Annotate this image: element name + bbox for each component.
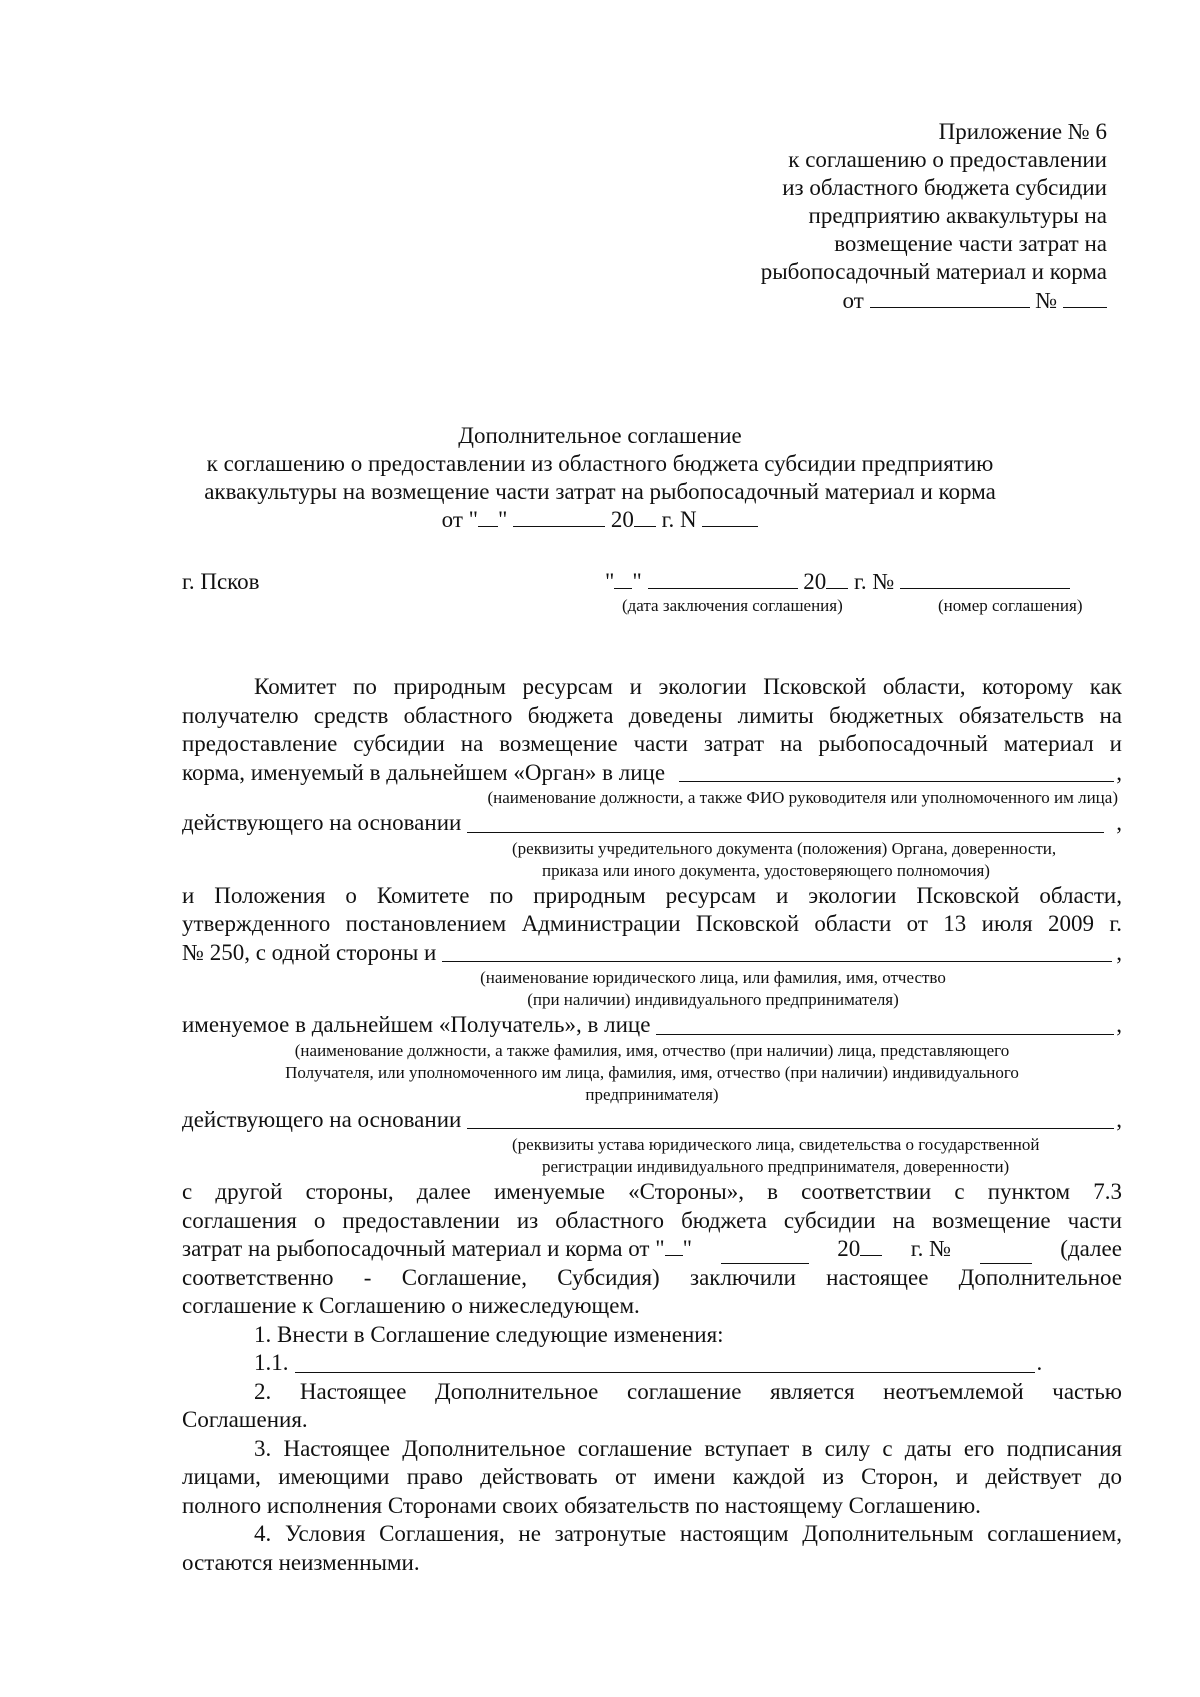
number-blank [1063,286,1107,308]
body-line: и Положения о Комитете по природным ресурсам и экологии Псковской области, [182,882,1122,908]
body-line: действующего на основании , [182,1106,1122,1132]
item-1-1: 1.1. . [254,1350,1043,1375]
number-caption: (номер соглашения) [938,596,1083,615]
document-title [0,422,1200,534]
body-line: соглашение к Соглашению о нижеследующем. [182,1293,640,1318]
fill-blank [679,780,1114,782]
caption: регистрации индивидуального предпринимателя, доверенности) [542,1157,1010,1176]
city: г. Псков [182,569,260,594]
caption: (при наличии) индивидуального предпринимателя) [527,990,899,1009]
item-3-cont: полного исполнения Сторонами своих обязательств по настоящему Соглашению. [182,1492,981,1518]
item-4-cont: остаются неизменными. [182,1549,420,1575]
body-line: с другой стороны, далее именуемые «Стороны», в соответствии с пунктом 7.3 [182,1179,1122,1204]
year-blank [860,1237,882,1256]
year-blank [826,570,848,589]
body-line: получателю средств областного бюджета доведены лимиты бюджетных обязательств на [182,702,1122,728]
caption: (наименование юридического лица, или фамилия, имя, отчество [480,968,946,987]
attachment-header [761,118,1107,315]
fill-blank [442,960,1112,962]
title-date-line: от " " 20 г. N [0,506,1200,534]
fill-blank [656,1033,1114,1035]
body-line: соглашения о предоставлении из областного бюджета субсидии на возмещение части [182,1207,1122,1233]
year-blank [634,508,656,527]
day-blank [478,508,498,527]
month-blank [648,570,798,589]
attachment-line: Приложение № 6 [938,119,1107,144]
item-3-cont: лицами, имеющими право действовать от имени каждой из Сторон, и действует до [182,1464,1122,1489]
month-blank [721,1245,809,1264]
caption: (реквизиты устава юридического лица, свидетельства о государственной [512,1135,1040,1154]
body-line: корма, именуемый в дальнейшем «Орган» в лице , [182,759,1122,785]
caption: (реквизиты учредительного документа (положения) Органа, доверенности, [512,838,1057,858]
item-3: 3. Настоящее Дополнительное соглашение вступает в силу с даты его подписания [254,1435,1122,1461]
body-line: предоставление субсидии на возмещение части затрат на рыбопосадочный материал и [182,731,1122,756]
item-2: 2. Настоящее Дополнительное соглашение является неотъемлемой частью [254,1378,1122,1404]
attachment-line: возмещение части затрат на [834,231,1107,256]
body-line: утвержденного постановлением Администрации Псковской области от 13 июля 2009 г. [182,911,1122,936]
fill-blank [467,831,1104,833]
date-caption: (дата заключения соглашения) [622,596,843,615]
item-4: 4. Условия Соглашения, не затронутые настоящим Дополнительным соглашением, [254,1521,1122,1546]
body-line: соответственно - Соглашение, Субсидия) заключили настоящее Дополнительное [182,1264,1122,1290]
body-line: затрат на рыбопосадочный материал и корма от " " 20 г. № (далее [182,1235,1122,1264]
number-blank [900,570,1070,589]
caption: приказа или иного документа, удостоверяющего полномочия) [542,860,990,880]
caption: Получателя, или уполномоченного им лица, фамилия, имя, отчество (при наличии) индивидуального [285,1062,1019,1082]
title-line: к соглашению о предоставлении из областного бюджета субсидии предприятию [206,451,994,476]
attachment-date-number [761,286,1107,315]
number-blank [980,1245,1032,1264]
day-blank [665,1237,683,1256]
body-line: № 250, с одной стороны и , [182,939,1122,965]
number-label: № [1035,288,1058,313]
body-line: именуемое в дальнейшем «Получатель», в лице , [182,1012,1122,1037]
item-2-cont: Соглашения. [182,1407,308,1432]
from-label: от [842,288,864,313]
day-blank [614,570,632,589]
fill-blank [467,1127,1114,1129]
fill-blank [295,1371,1035,1373]
number-blank [702,508,758,527]
agreement-date-line: " " 20 г. № [605,569,1120,595]
attachment-line: из областного бюджета субсидии [782,175,1107,200]
month-blank [513,508,605,527]
caption: (наименование должности, а также фамилия, имя, отчество (при наличии) лица, представляющего [294,1040,1010,1060]
title-line: Дополнительное соглашение [458,423,742,448]
title-line: аквакультуры на возмещение части затрат на рыбопосадочный материал и корма [204,479,996,504]
caption: (наименование должности, а также ФИО руководителя или уполномоченного им лица) [487,788,1118,807]
document-body [182,673,1122,1577]
attachment-line: рыбопосадочный материал и корма [760,259,1107,284]
attachment-line: предприятию аквакультуры на [808,203,1107,228]
body-line: Комитет по природным ресурсам и экологии Псковской области, которому как [254,674,1122,699]
body-line: действующего на основании , [182,810,1122,835]
date-blank [870,286,1030,308]
item-1: 1. Внести в Соглашение следующие изменения: [254,1321,724,1347]
caption: предпринимателя) [585,1084,719,1104]
attachment-line: к соглашению о предоставлении [788,147,1107,172]
